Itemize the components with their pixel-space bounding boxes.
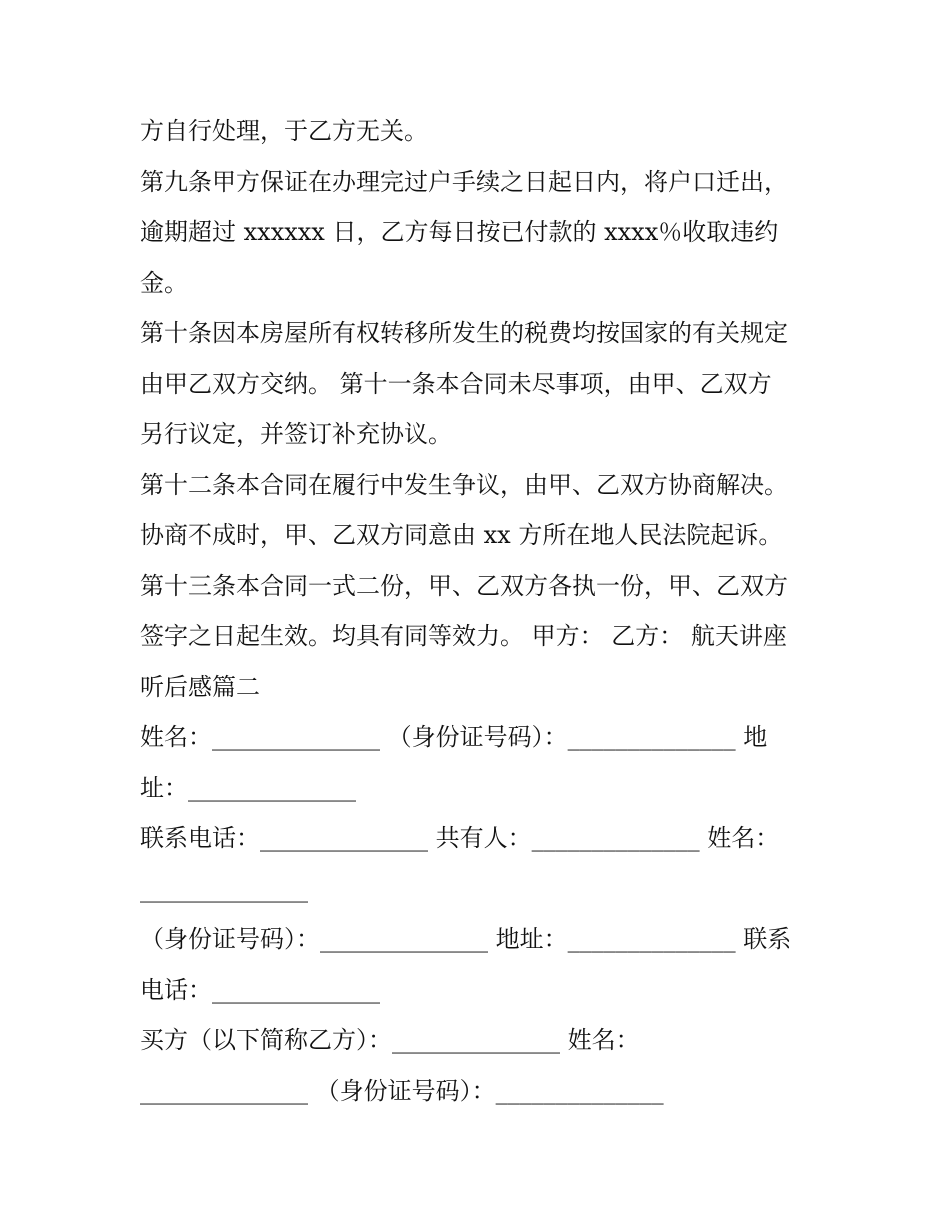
text-line: 第十二条本合同在履行中发生争议，由甲、乙双方协商解决。	[140, 470, 788, 499]
document-body	[140, 106, 830, 1116]
form-line: （身份证号码）：______________ 地址：______________ 联系	[140, 925, 792, 953]
form-line: 址：______________	[140, 773, 356, 802]
text-line: 第十条因本房屋所有权转移所发生的税费均按国家的有关规定	[140, 319, 788, 347]
form-line: 买方（以下简称乙方）：______________ 姓名：	[140, 1026, 640, 1054]
text-line: 逾期超过 xxxxxx 日，乙方每日按已付款的 xxxx％收取违约	[140, 218, 779, 246]
text-line: 签字之日起生效。均具有同等效力。 甲方： 乙方： 航天讲座	[140, 622, 787, 650]
text-line: 另行议定，并签订补充协议。	[140, 420, 452, 448]
form-line: 电话：______________	[140, 975, 380, 1004]
form-line: ______________ （身份证号码）：______________	[140, 1076, 664, 1105]
text-line: 第九条甲方保证在办理完过户手续之日起日内，将户口迁出，	[140, 167, 788, 196]
text-line: 由甲乙双方交纳。 第十一条本合同未尽事项，由甲、乙双方	[140, 369, 772, 398]
text-line: 听后感篇二	[140, 672, 260, 701]
form-line: 联系电话：______________ 共有人：______________ 姓名：	[140, 824, 780, 852]
text-line: 方自行处理，于乙方无关。	[140, 117, 428, 145]
form-line: ______________	[140, 874, 308, 903]
text-line: 金。	[140, 268, 188, 297]
text-line: 协商不成时，甲、乙双方同意由 xx 方所在地人民法院起诉。	[140, 521, 783, 549]
text-line: 第十三条本合同一式二份，甲、乙双方各执一份，甲、乙双方	[140, 571, 788, 600]
form-line: 姓名：______________ （身份证号码）：______________ 地	[140, 723, 768, 751]
